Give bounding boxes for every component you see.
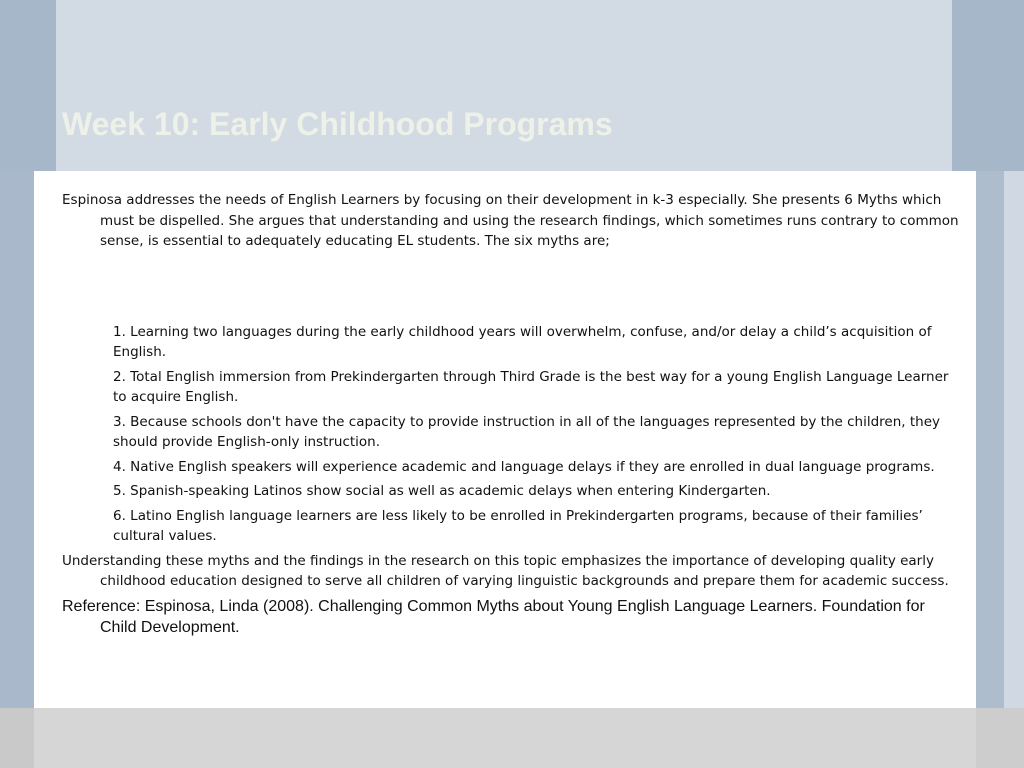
myth-item-1: 1. Learning two languages during the early childhood years will overwhelm, confuse, and/or delay a child’s acquisition of English.	[113, 323, 932, 360]
myth-item-2: 2. Total English immersion from Prekindergarten through Third Grade is the best way for a young English Language Learner to acquire English.	[113, 368, 949, 405]
slide-body	[62, 190, 962, 638]
footer-band	[0, 708, 1024, 768]
myth-item-4: 4. Native English speakers will experience academic and language delays if they are enrolled in dual language programs.	[113, 458, 935, 475]
myth-item-3: 3. Because schools don't have the capacity to provide instruction in all of the languages represented by the children, they should provide English-only instruction.	[113, 413, 941, 450]
myth-item-6: 6. Latino English language learners are less likely to be enrolled in Prekindergarten programs, because of their families’ cultural values.	[113, 507, 923, 544]
top-band	[0, 0, 1024, 171]
footer-left-block	[0, 708, 34, 768]
reference-label: Reference:	[62, 597, 145, 615]
slide-title: Week 10: Early Childhood Programs	[62, 106, 613, 142]
reference-text: Espinosa, Linda (2008). Challenging Common Myths about Young English Language Learners. Foundation for Child Development.	[100, 597, 925, 636]
spacer	[62, 252, 962, 322]
conclusion-paragraph: Understanding these myths and the findings in the research on this topic emphasizes the importance of developing quality early childhood education designed to serve all children of varying linguistic backgrounds and prepare them for academic success.	[62, 552, 949, 589]
reference-paragraph	[62, 596, 962, 638]
footer-right-block	[976, 708, 1024, 768]
top-left-block	[0, 0, 56, 171]
intro-paragraph: Espinosa addresses the needs of English Learners by focusing on their development in k-3 especially. She presents 6 Myths which must be dispelled. She argues that understanding and using the research findings, which sometimes runs contrary to common sense, is essential to adequately educating EL students. The six myths are;	[62, 192, 959, 249]
myths-list	[62, 322, 962, 547]
myth-item-5: 5. Spanish-speaking Latinos show social as well as academic delays when entering Kindergarten.	[113, 483, 771, 499]
top-right-block	[952, 0, 1024, 171]
